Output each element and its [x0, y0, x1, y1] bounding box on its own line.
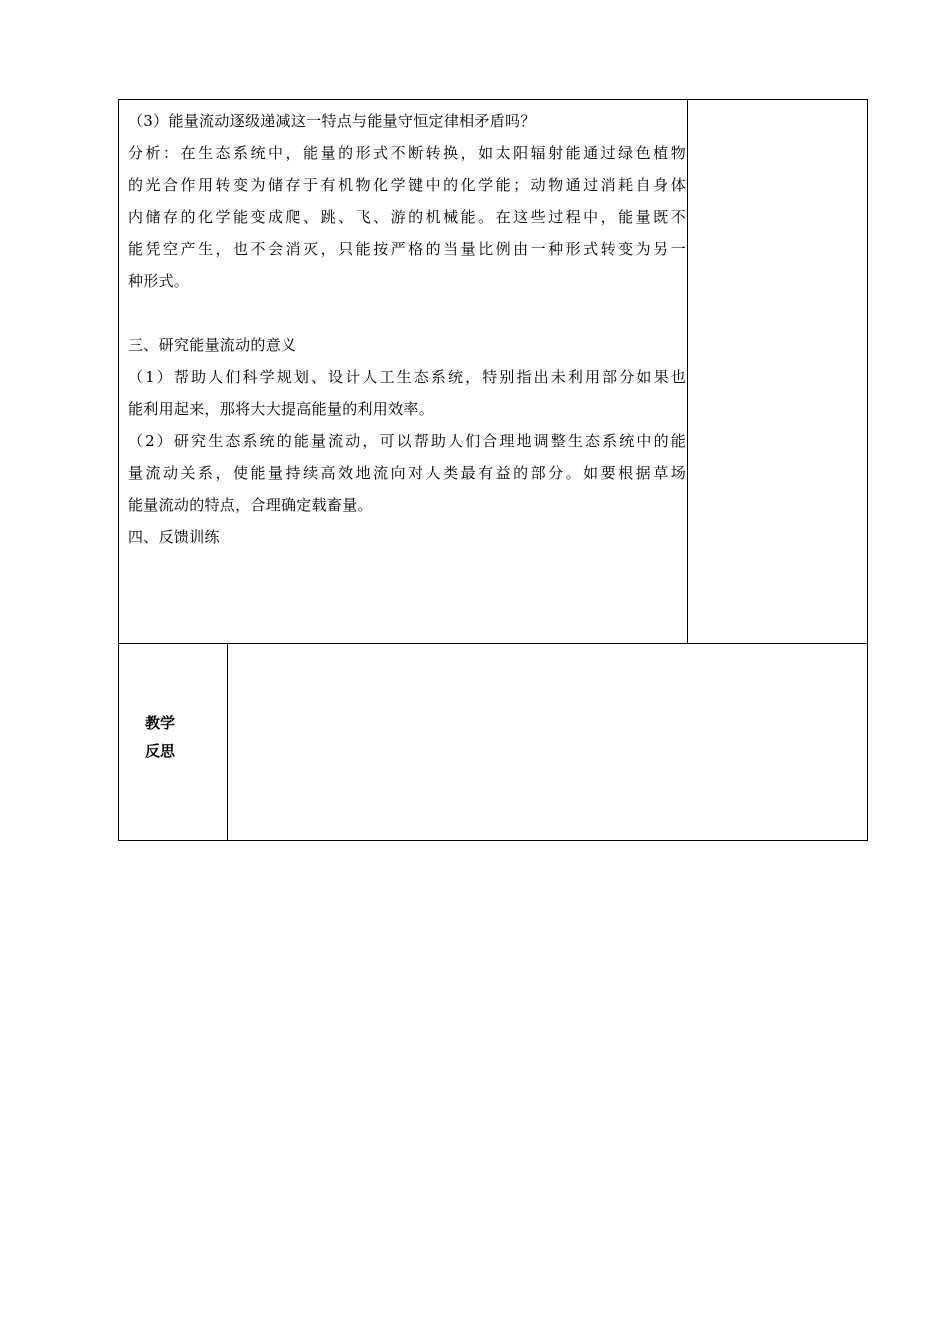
table-border-top [118, 99, 868, 100]
teaching-reflection-content [238, 654, 858, 834]
analysis-line-1: 分析：在生态系统中，能量的形式不断转换，如太阳辐射能通过绿色植物 [128, 144, 686, 162]
reflection-label-line-1: 教学 [145, 714, 176, 732]
table-border-right [867, 99, 868, 841]
point-2-line-1: （2）研究生态系统的能量流动，可以帮助人们合理地调整生态系统中的能 [128, 432, 686, 450]
reflection-label-line-2: 反思 [145, 742, 176, 760]
teaching-reflection-label [145, 709, 175, 765]
analysis-line-5: 种形式。 [128, 272, 190, 290]
lesson-content-cell [128, 105, 686, 553]
point-2-line-3: 能量流动的特点，合理确定载畜量。 [128, 496, 373, 514]
point-1-line-1: （1）帮助人们科学规划、设计人工生态系统，特别指出未利用部分如果也 [128, 368, 686, 386]
question-3: （3）能量流动逐级递减这一特点与能量守恒定律相矛盾吗？ [128, 112, 536, 130]
lesson-table [118, 99, 868, 841]
point-2-line-2: 量流动关系，使能量持续高效地流向对人类最有益的部分。如要根据草场 [128, 464, 686, 482]
upper-column-divider [687, 99, 688, 644]
analysis-line-3: 内储存的化学能变成爬、跳、飞、游的机械能。在这些过程中，能量既不 [128, 208, 686, 226]
row-divider [118, 643, 868, 644]
analysis-line-2: 的光合作用转变为储存于有机物化学键中的化学能；动物通过消耗自身体 [128, 176, 686, 194]
table-border-bottom [118, 840, 868, 841]
lower-column-divider [227, 643, 228, 841]
table-border-left [118, 99, 119, 841]
blank-line [128, 297, 686, 329]
section-4-heading: 四、反馈训练 [128, 528, 220, 546]
section-3-heading: 三、研究能量流动的意义 [128, 336, 297, 354]
point-1-line-2: 能利用起来，那将大大提高能量的利用效率。 [128, 400, 435, 418]
analysis-line-4: 能凭空产生，也不会消灭，只能按严格的当量比例由一种形式转变为另一 [128, 240, 686, 258]
